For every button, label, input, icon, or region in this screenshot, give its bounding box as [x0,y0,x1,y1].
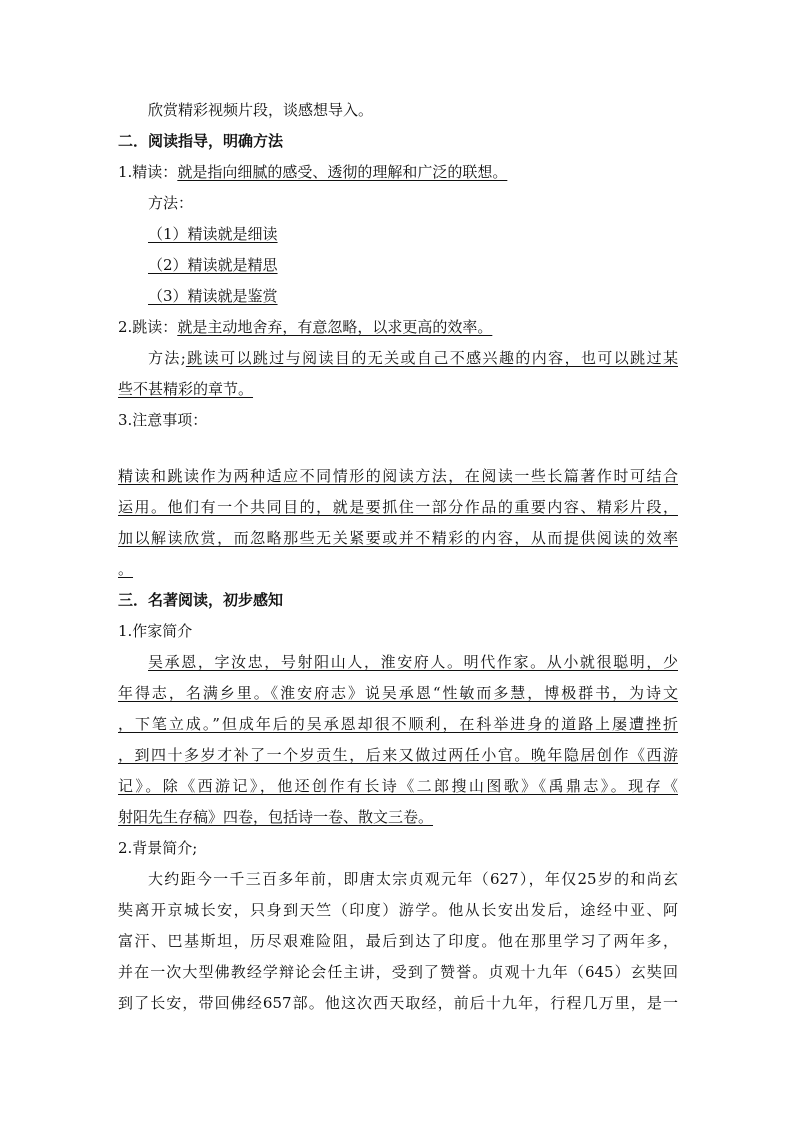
tiaodu-method-line [118,343,678,374]
method-item [118,281,678,312]
author-line [118,678,678,709]
jingdu-line [118,157,678,188]
notes-line [118,492,678,523]
tiaodu-method-label: 方法; [148,349,186,367]
background-line: 奘离开京城长安，只身到天竺（印度）游学。他从长安出发后，途经中亚、阿 [118,901,678,919]
notes-text: 精读和跳读作为两种适应不同情形的阅读方法，在阅读一些长篇著作时可结合 [118,467,678,485]
tiaodu-method-text: 些不甚精彩的章节。 [118,380,254,398]
author-text: ，到四十多岁才补了一个岁贡生，后来又做过两任小官。晚年隐居创作《西游 [118,746,678,764]
method-item-text: （3）精读就是鉴赏 [148,287,278,305]
document-body [118,95,678,1019]
author-line [118,802,678,833]
author-text: 记》。除《西游记》，他还创作有长诗《二郎搜山图歌》《禹鼎志》。现存《 [118,777,678,795]
intro-text: 欣赏精彩视频片段，谈感想导入。 [148,101,374,119]
tiaodu-definition: 就是主动地舍弃，有意忽略，以求更高的效率。 [177,318,493,336]
notes-label: 3.注意事项： [118,411,208,429]
notes-text: 加以解读欣赏，而忽略那些无关紧要或并不精彩的内容，从而提供阅读的效率 [118,529,678,547]
notes-line [118,461,678,492]
author-text: 吴承恩，字汝忠，号射阳山人，淮安府人。明代作家。从小就很聪明，少 [148,653,678,671]
method-item-text: （1）精读就是细读 [148,225,278,243]
author-line [118,647,678,678]
notes-line [118,554,678,585]
method-item [118,219,678,250]
background-line: 到了长安，带回佛经657部。他这次西天取经，前后十九年，行程几万里，是一 [118,994,678,1012]
author-label: 1.作家简介 [118,622,193,640]
background-line: 并在一次大型佛教经学辩论会任主讲，受到了赞誉。贞观十九年（645）玄奘回 [118,963,678,981]
tiaodu-method-text: 跳读可以跳过与阅读目的无关或自己不感兴趣的内容，也可以跳过某 [185,349,678,367]
method-label: 方法： [148,194,194,212]
author-line [118,771,678,802]
tiaodu-line [118,312,678,343]
background-line: 大约距今一千三百多年前，即唐太宗贞观元年（627），年仅25岁的和尚玄 [148,870,678,888]
method-item [118,250,678,281]
section-heading-3: 三．名著阅读，初步感知 [118,591,284,609]
author-line [118,709,678,740]
method-item-text: （2）精读就是精思 [148,256,278,274]
notes-line [118,523,678,554]
tiaodu-label: 2.跳读： [118,318,178,336]
background-line: 富汗、巴基斯坦，历尽艰难险阻，最后到达了印度。他在那里学习了两年多， [118,932,678,950]
background-label: 2.背景简介; [118,839,198,857]
author-text: 年得志，名满乡里。《淮安府志》说吴承恩“性敏而多慧，博极群书，为诗文 [118,684,678,702]
notes-text: 。 [118,560,134,578]
author-line [118,740,678,771]
author-text: 射阳先生存稿》四卷，包括诗一卷、散文三卷。 [118,808,434,826]
jingdu-definition: 就是指向细腻的感受、透彻的理解和广泛的联想。 [177,163,508,181]
jingdu-label: 1.精读： [118,163,178,181]
notes-text: 运用。他们有一个共同目的，就是要抓住一部分作品的重要内容、精彩片段， [118,498,678,516]
author-text: ，下笔立成。”但成年后的吴承恩却很不顺利，在科举进身的道路上屡遭挫折 [118,715,678,733]
tiaodu-method-line [118,374,678,405]
section-heading-2: 二．阅读指导，明确方法 [118,132,284,150]
